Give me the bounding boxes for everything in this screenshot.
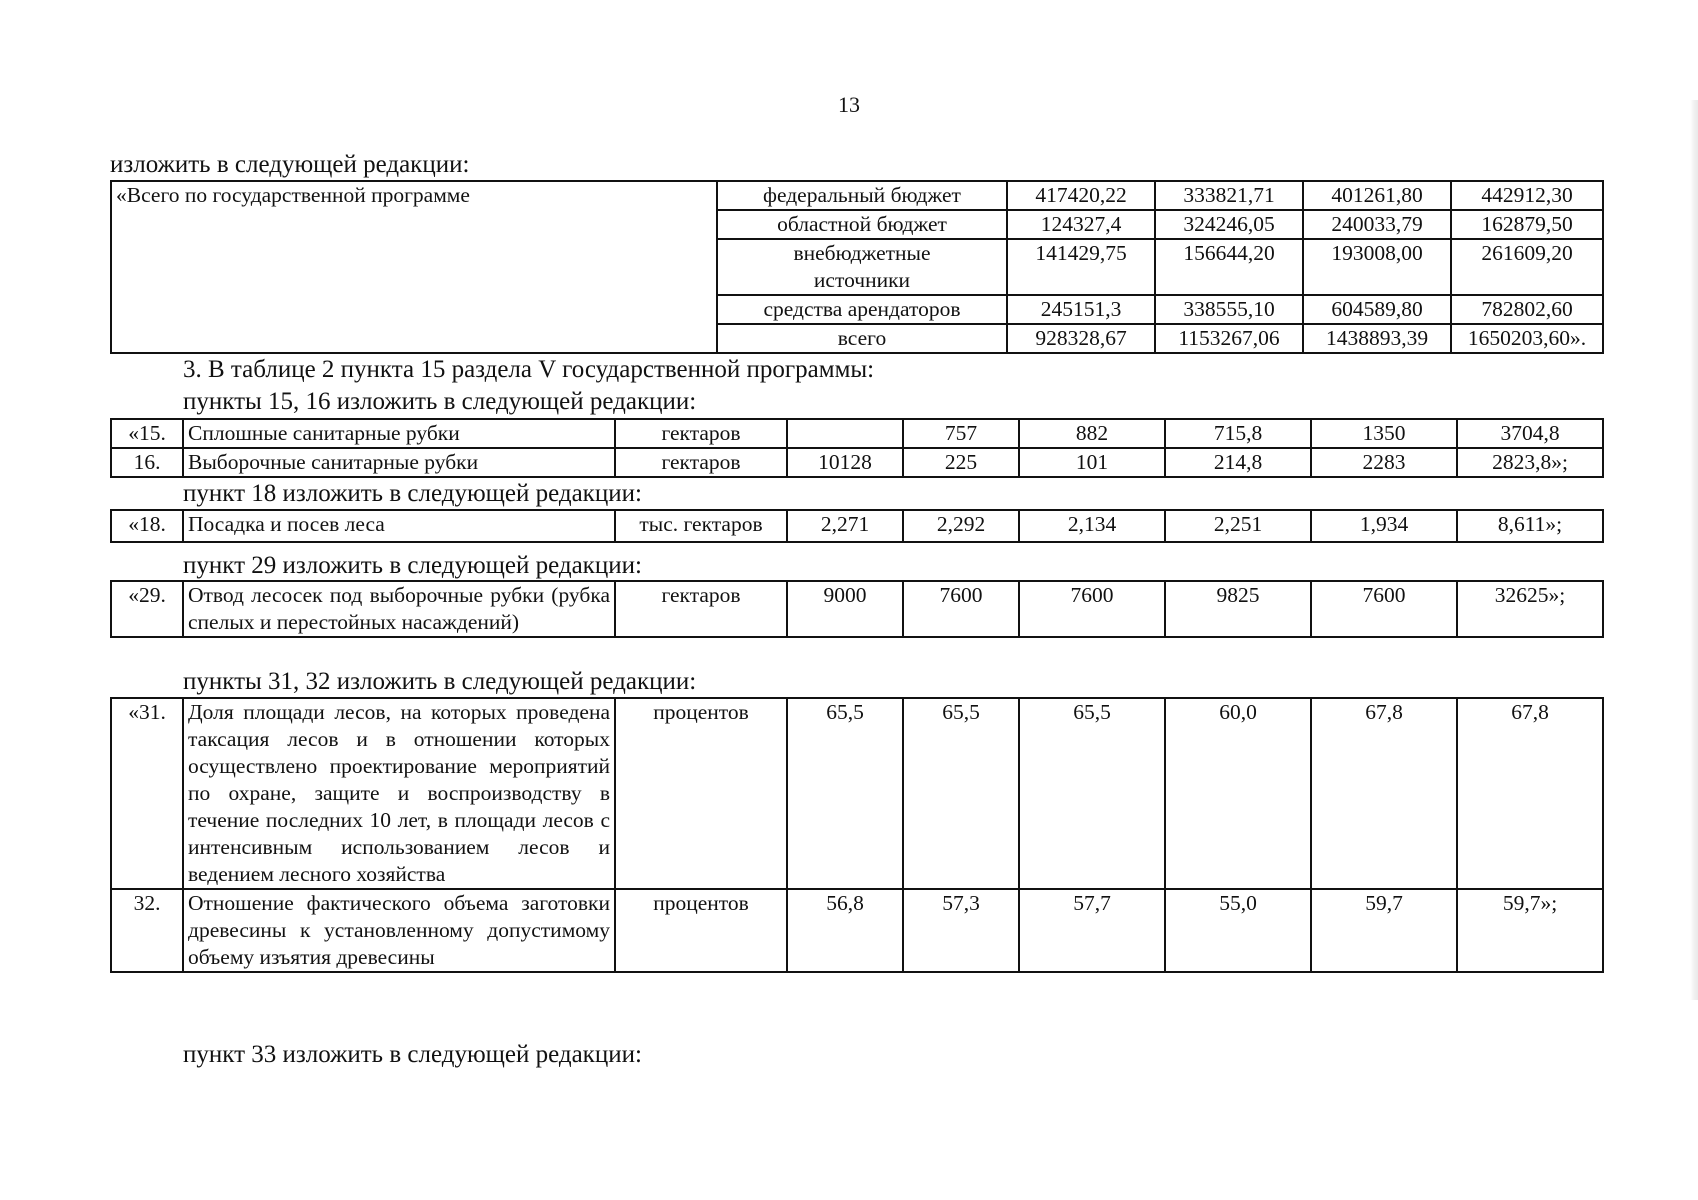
row-value: 57,7 bbox=[1019, 889, 1165, 972]
row-value: 7600 bbox=[903, 581, 1019, 637]
budget-source: внебюджетные источники bbox=[717, 239, 1007, 295]
row-value: 67,8 bbox=[1311, 698, 1457, 889]
row-number: «29. bbox=[111, 581, 183, 637]
indicators-table-15-16 bbox=[110, 418, 1604, 478]
row-unit: процентов bbox=[615, 889, 787, 972]
budget-value: 245151,3 bbox=[1007, 295, 1155, 324]
budget-value: 417420,22 bbox=[1007, 181, 1155, 210]
row-value: 1,934 bbox=[1311, 510, 1457, 542]
row-value: 59,7 bbox=[1311, 889, 1457, 972]
row-value: 214,8 bbox=[1165, 448, 1311, 477]
row-number: «18. bbox=[111, 510, 183, 542]
budget-table bbox=[110, 180, 1604, 354]
budget-value: 240033,79 bbox=[1303, 210, 1451, 239]
budget-value: 1153267,06 bbox=[1155, 324, 1303, 353]
indicators-table-31-32 bbox=[110, 697, 1604, 973]
budget-value: 442912,30 bbox=[1451, 181, 1603, 210]
row-number: «15. bbox=[111, 419, 183, 448]
budget-value: 1650203,60». bbox=[1451, 324, 1603, 353]
budget-value: 1438893,39 bbox=[1303, 324, 1451, 353]
row-unit: гектаров bbox=[615, 448, 787, 477]
row-name: Посадка и посев леса bbox=[183, 510, 615, 542]
row-name: Отношение фактического объема заготовки древесины к установленному допустимому объему изъятия древесины bbox=[183, 889, 615, 972]
budget-value: 141429,75 bbox=[1007, 239, 1155, 295]
row-name: Сплошные санитарные рубки bbox=[183, 419, 615, 448]
scan-edge-shadow bbox=[1690, 100, 1698, 1000]
budget-value: 928328,67 bbox=[1007, 324, 1155, 353]
row-value: 7600 bbox=[1019, 581, 1165, 637]
point-29-heading: пункт 29 изложить в следующей редакции: bbox=[183, 552, 642, 579]
point-18-heading: пункт 18 изложить в следующей редакции: bbox=[183, 480, 642, 507]
row-name: Выборочные санитарные рубки bbox=[183, 448, 615, 477]
row-value: 67,8 bbox=[1457, 698, 1603, 889]
row-number: 32. bbox=[111, 889, 183, 972]
row-value: 2823,8»; bbox=[1457, 448, 1603, 477]
budget-source: средства арендаторов bbox=[717, 295, 1007, 324]
points-15-16-heading: пункты 15, 16 изложить в следующей редакции: bbox=[183, 388, 697, 415]
row-value bbox=[787, 419, 903, 448]
intro-line: изложить в следующей редакции: bbox=[110, 151, 470, 178]
row-value: 8,611»; bbox=[1457, 510, 1603, 542]
row-value: 10128 bbox=[787, 448, 903, 477]
budget-source: областной бюджет bbox=[717, 210, 1007, 239]
row-unit: процентов bbox=[615, 698, 787, 889]
page-number: 13 bbox=[838, 92, 860, 117]
budget-value: 333821,71 bbox=[1155, 181, 1303, 210]
row-unit: тыс. гектаров bbox=[615, 510, 787, 542]
row-value: 7600 bbox=[1311, 581, 1457, 637]
budget-value: 782802,60 bbox=[1451, 295, 1603, 324]
row-value: 55,0 bbox=[1165, 889, 1311, 972]
row-name: Отвод лесосек под выборочные рубки (рубка спелых и перестойных насаждений) bbox=[183, 581, 615, 637]
row-value: 3704,8 bbox=[1457, 419, 1603, 448]
row-unit: гектаров bbox=[615, 419, 787, 448]
budget-value: 338555,10 bbox=[1155, 295, 1303, 324]
row-value: 9000 bbox=[787, 581, 903, 637]
indicators-table-18 bbox=[110, 509, 1604, 543]
row-value: 60,0 bbox=[1165, 698, 1311, 889]
budget-value: 261609,20 bbox=[1451, 239, 1603, 295]
row-value: 59,7»; bbox=[1457, 889, 1603, 972]
budget-value: 604589,80 bbox=[1303, 295, 1451, 324]
budget-value: 162879,50 bbox=[1451, 210, 1603, 239]
budget-program-label: «Всего по государственной программе bbox=[111, 181, 717, 353]
row-value: 1350 bbox=[1311, 419, 1457, 448]
points-31-32-heading: пункты 31, 32 изложить в следующей редакции: bbox=[183, 668, 697, 695]
budget-value: 156644,20 bbox=[1155, 239, 1303, 295]
row-value: 882 bbox=[1019, 419, 1165, 448]
budget-source: всего bbox=[717, 324, 1007, 353]
indicators-table-29 bbox=[110, 580, 1604, 638]
row-name: Доля площади лесов, на которых проведена таксация лесов и в отношении которых осуществлено проектирование мероприятий по охране, защите и воспроизводству в течение последних 10 лет, в площади лесов с интенсивным использованием лесов и ведением лесного хозяйства bbox=[183, 698, 615, 889]
row-value: 56,8 bbox=[787, 889, 903, 972]
row-value: 57,3 bbox=[903, 889, 1019, 972]
budget-value: 193008,00 bbox=[1303, 239, 1451, 295]
row-value: 2,271 bbox=[787, 510, 903, 542]
row-value: 65,5 bbox=[1019, 698, 1165, 889]
row-value: 2,134 bbox=[1019, 510, 1165, 542]
row-value: 32625»; bbox=[1457, 581, 1603, 637]
budget-value: 401261,80 bbox=[1303, 181, 1451, 210]
row-value: 2283 bbox=[1311, 448, 1457, 477]
row-value: 757 bbox=[903, 419, 1019, 448]
row-unit: гектаров bbox=[615, 581, 787, 637]
point-33-heading: пункт 33 изложить в следующей редакции: bbox=[183, 1041, 642, 1068]
budget-source: федеральный бюджет bbox=[717, 181, 1007, 210]
item3-heading: 3. В таблице 2 пункта 15 раздела V государственной программы: bbox=[183, 356, 875, 383]
row-value: 2,292 bbox=[903, 510, 1019, 542]
row-value: 65,5 bbox=[787, 698, 903, 889]
row-value: 65,5 bbox=[903, 698, 1019, 889]
row-number: 16. bbox=[111, 448, 183, 477]
row-value: 101 bbox=[1019, 448, 1165, 477]
row-value: 715,8 bbox=[1165, 419, 1311, 448]
budget-value: 324246,05 bbox=[1155, 210, 1303, 239]
row-value: 9825 bbox=[1165, 581, 1311, 637]
row-value: 225 bbox=[903, 448, 1019, 477]
budget-value: 124327,4 bbox=[1007, 210, 1155, 239]
row-value: 2,251 bbox=[1165, 510, 1311, 542]
row-number: «31. bbox=[111, 698, 183, 889]
